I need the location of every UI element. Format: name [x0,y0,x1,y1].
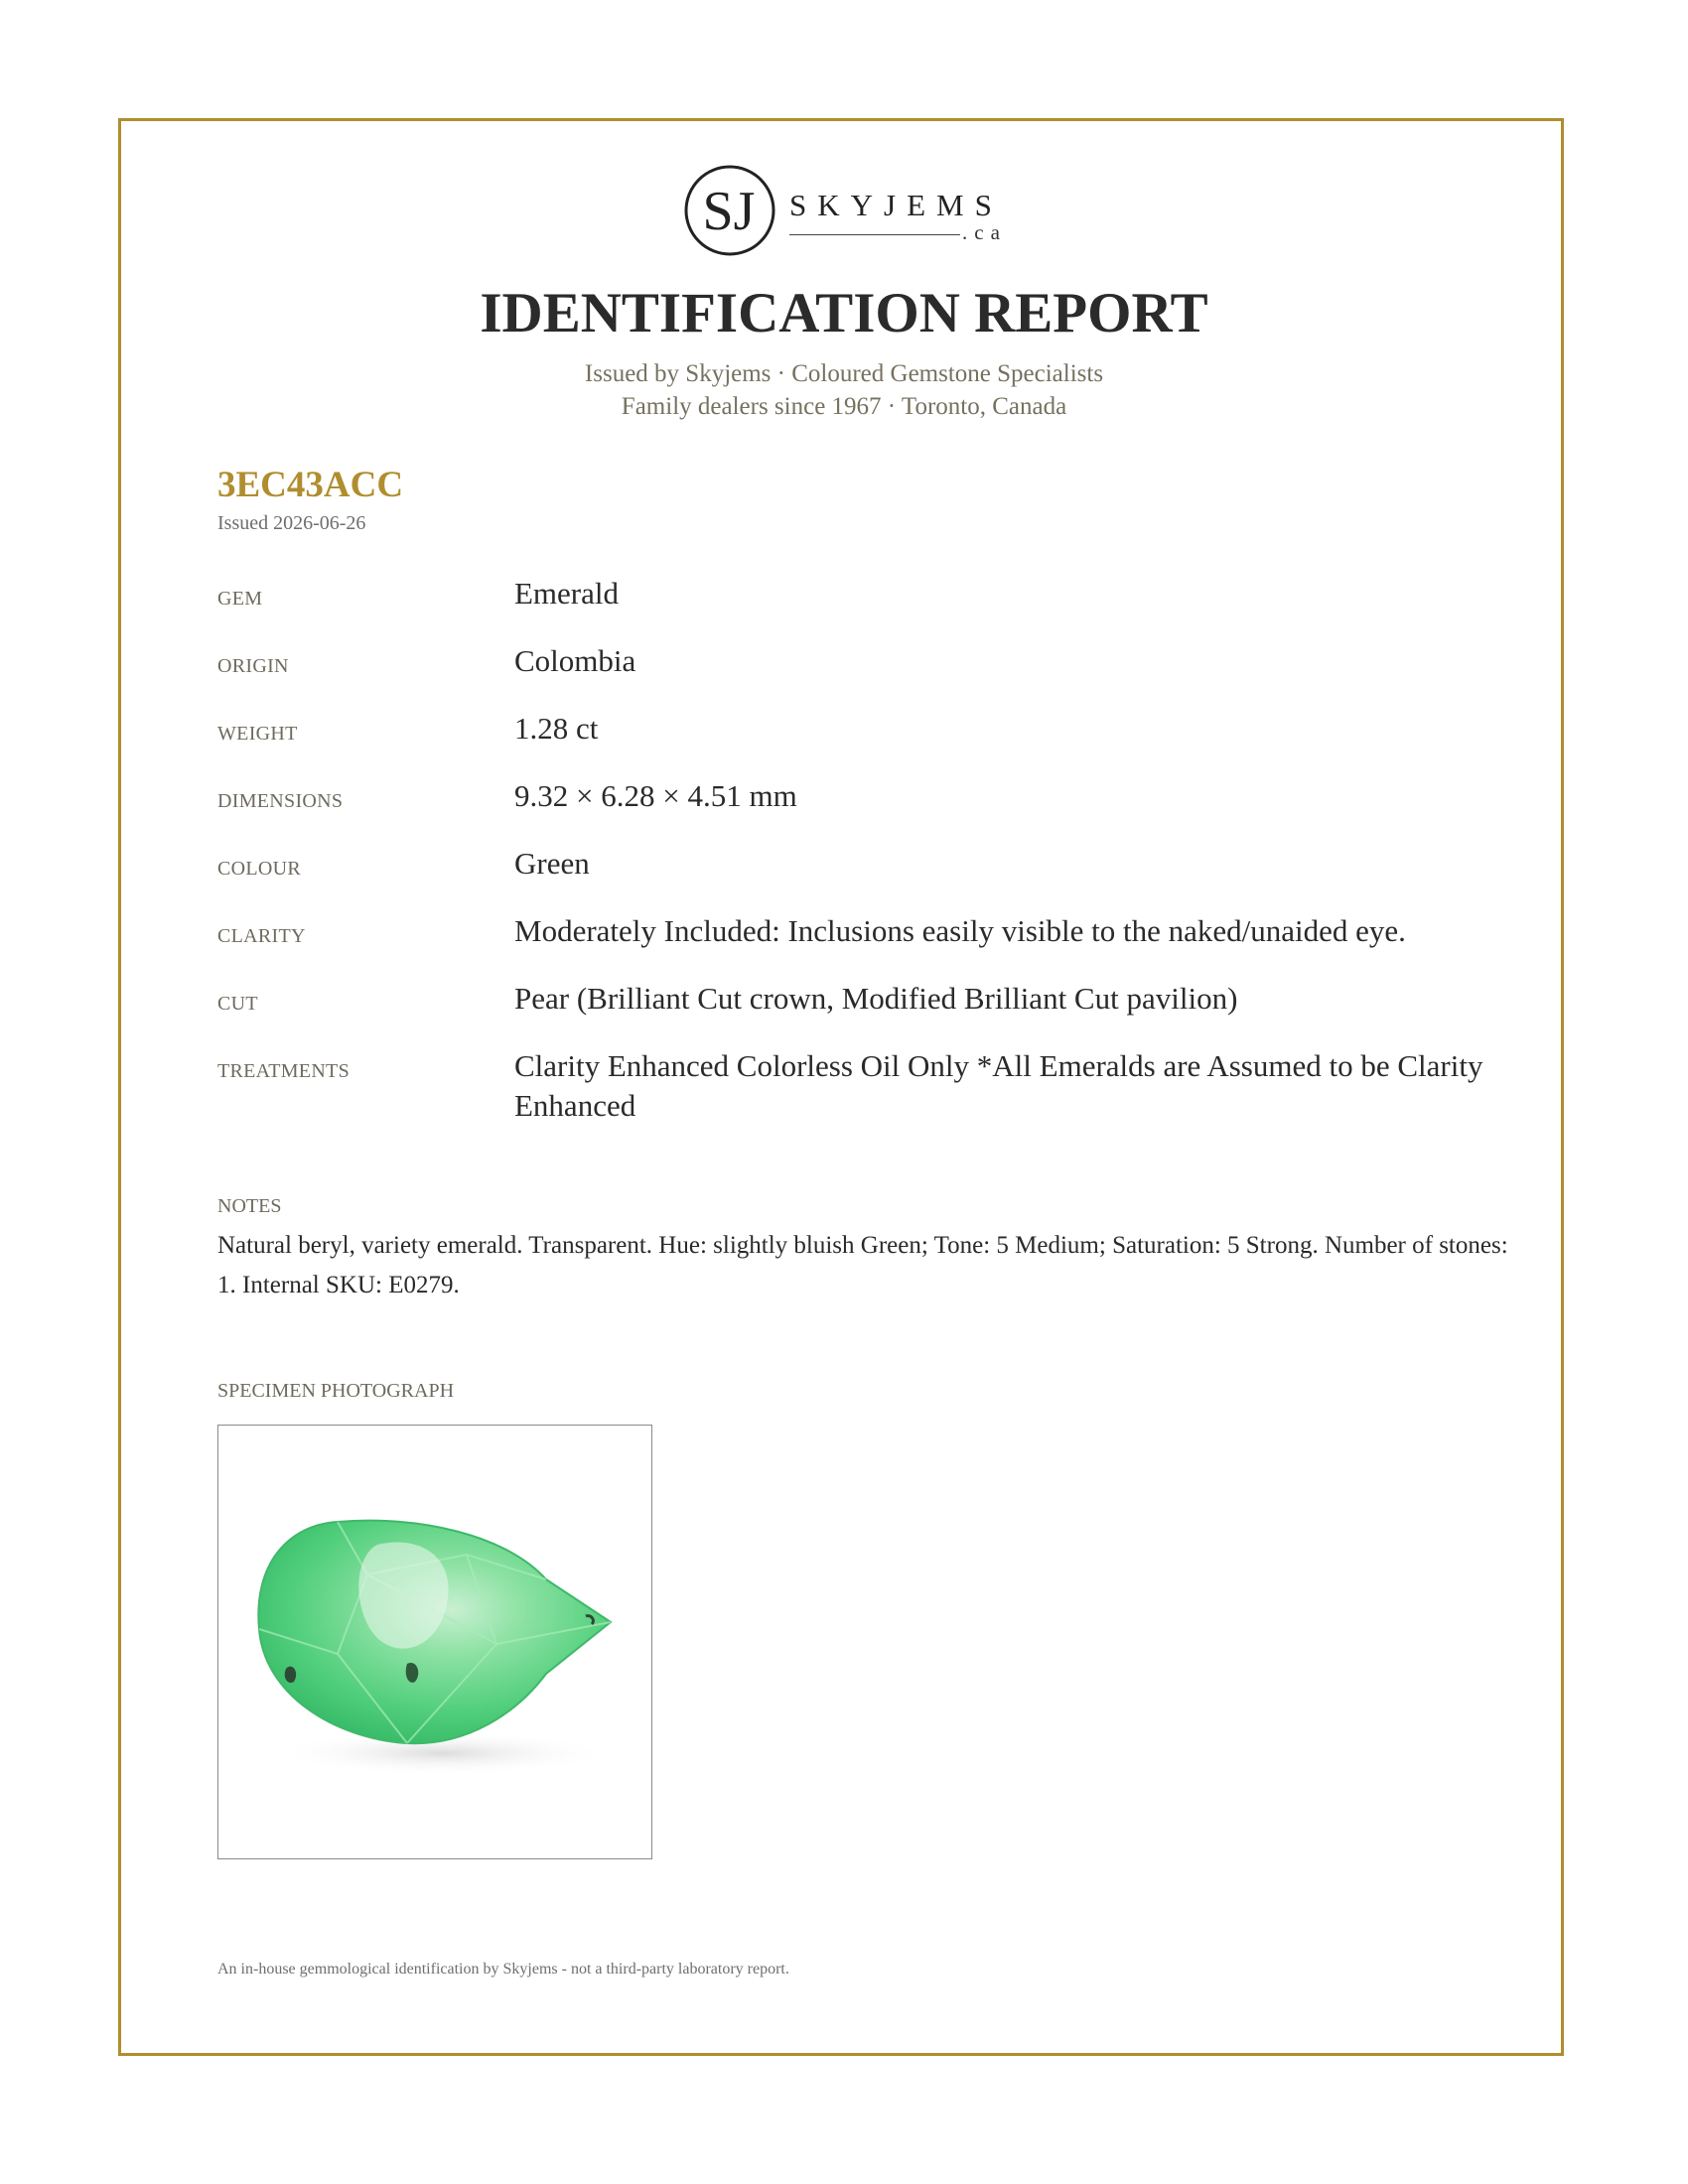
gem-label: GEM [217,588,263,610]
logo-domain-suffix: .ca [962,220,1007,244]
cut-label: CUT [217,993,258,1015]
footer-disclaimer: An in-house gemmological identification by Skyjems - not a third-party laboratory report. [217,1961,789,1978]
report-subtitle-line2: Family dealers since 1967 · Toronto, Canada [621,393,1067,420]
clarity-value: Moderately Included: Inclusions easily visible to the naked/unaided eye. [514,913,1406,948]
specimen-photo [217,1425,652,1859]
colour-value: Green [514,846,590,881]
weight-label: WEIGHT [217,723,298,745]
issued-date: Issued 2026-06-26 [217,512,366,534]
dimensions-value: 9.32 × 6.28 × 4.51 mm [514,778,797,813]
origin-value: Colombia [514,643,636,678]
notes-text: Natural beryl, variety emerald. Transparent. Hue: slightly bluish Green; Tone: 5 Medium; Saturation: 5 Strong. Number of stones: 1. Internal SKU: E0279. [217,1232,1508,1298]
clarity-label: CLARITY [217,925,306,947]
colour-label: COLOUR [217,858,302,880]
weight-value: 1.28 ct [514,711,599,746]
treatments-label: TREATMENTS [217,1060,350,1082]
treatments-value: Clarity Enhanced Colorless Oil Only *All Emeralds are Assumed to be Clarity Enhanced [514,1048,1483,1123]
logo-rule [789,234,960,235]
report-subtitle-line1: Issued by Skyjems · Coloured Gemstone Specialists [584,360,1104,387]
logo-monogram: SJ [702,181,756,242]
dimensions-label: DIMENSIONS [217,790,344,812]
photo-label: SPECIMEN PHOTOGRAPH [217,1380,455,1402]
cut-value: Pear (Brilliant Cut crown, Modified Brilliant Cut pavilion) [514,981,1238,1016]
report-title: IDENTIFICATION REPORT [480,282,1208,344]
logo-wordmark: SKYJEMS [789,188,1003,222]
sj-monogram-icon [683,164,776,257]
notes-label: NOTES [217,1195,282,1217]
gem-value: Emerald [514,576,620,611]
emerald-gem-icon [218,1426,652,1859]
origin-label: ORIGIN [217,655,289,677]
report-id: 3EC43ACC [217,465,404,505]
brand-logo [683,164,1021,263]
